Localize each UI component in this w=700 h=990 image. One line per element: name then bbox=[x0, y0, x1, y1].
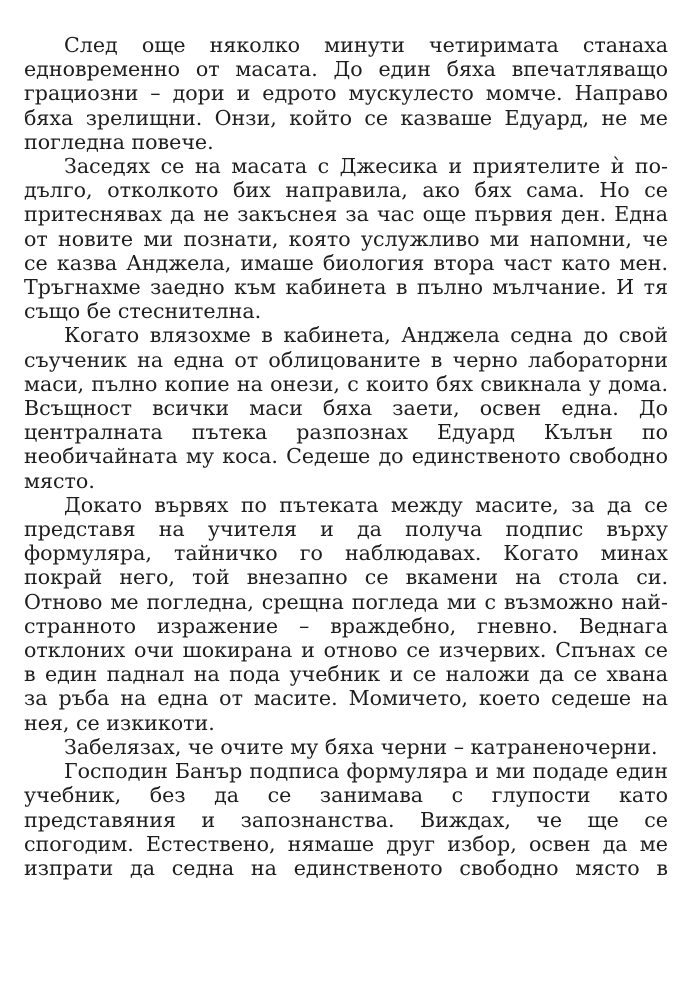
text-line: погледна повече. bbox=[24, 129, 214, 154]
paragraph bbox=[24, 33, 668, 154]
text-line: Когато влязохме в кабинета, Анджела седна до свой bbox=[64, 323, 668, 348]
text-line: от новите ми познати, която услужливо ми напомни, че bbox=[24, 226, 668, 251]
text-line: Господин Банър подписа формуляра и ми подаде един bbox=[64, 759, 668, 784]
paragraph bbox=[24, 323, 668, 493]
text-line: странното изражение – враждебно, гневно. Веднага bbox=[24, 613, 668, 638]
text-line: също бе стеснителна. bbox=[24, 299, 262, 324]
text-line: отклоних очи шокирана и отново се изчервих. Спънах се bbox=[24, 638, 668, 663]
text-line: След още няколко минути четиримата станаха bbox=[64, 33, 668, 57]
paragraph bbox=[24, 154, 668, 324]
text-line: спогодим. Естествено, нямаше друг избор, освен да ме bbox=[24, 831, 668, 856]
text-line: място. bbox=[24, 468, 95, 493]
text-line: изпрати да седна на единственото свободно място в bbox=[24, 855, 668, 880]
text-line: Забелязах, че очите му бяха черни – катраненочерни. bbox=[64, 734, 658, 759]
text-line: съученик на една от облицованите в черно лабораторни bbox=[24, 347, 668, 372]
text-line: формуляра, тайничко го наблюдавах. Когато минах bbox=[24, 541, 668, 566]
text-line: едновременно от масата. До един бяха впечатляващо bbox=[24, 57, 668, 82]
paragraph bbox=[24, 492, 668, 735]
paragraph bbox=[24, 759, 668, 880]
text-line: Всъщност всички маси бяха заети, освен една. До bbox=[24, 396, 668, 421]
text-line: Докато вървях по пътеката между масите, за да се bbox=[64, 492, 668, 517]
text-line: централната пътека разпознах Едуард Кълън по bbox=[24, 420, 668, 445]
text-line: Тръгнахме заедно към кабинета в пълно мълчание. И тя bbox=[24, 275, 668, 300]
book-page bbox=[24, 33, 668, 880]
text-line: се казва Анджела, имаше биология втора част като мен. bbox=[24, 250, 668, 275]
text-line: учебник, без да се занимава с глупости като bbox=[24, 783, 668, 808]
text-line: необичайната му коса. Седеше до единственото свободно bbox=[24, 444, 668, 469]
text-line: маси, пълно копие на онези, с които бях свикнала у дома. bbox=[24, 371, 668, 396]
text-line: бяха зрелищни. Онзи, който се казваше Едуард, не ме bbox=[24, 105, 668, 130]
text-line: представя на учителя и да получа подпис върху bbox=[24, 517, 668, 542]
text-line: за ръба на една от масите. Момичето, което седеше на bbox=[24, 686, 668, 711]
text-line: нея, се изкикоти. bbox=[24, 710, 215, 735]
text-line: притеснявах да не закъснея за час още първия ден. Една bbox=[24, 202, 668, 227]
text-line: грациозни – дори и едрото мускулесто момче. Направо bbox=[24, 81, 668, 106]
text-line: Отново ме погледна, срещна погледа ми с възможно най- bbox=[24, 589, 668, 614]
text-line: представяния и запознанства. Виждах, че ще се bbox=[24, 807, 668, 832]
text-line: дълго, отколкото бих направила, ако бях сама. Но се bbox=[24, 178, 668, 203]
text-line: Заседях се на масата с Джесика и приятелите ѝ по- bbox=[64, 154, 668, 179]
text-line: покрай него, той внезапно се вкамени на стола си. bbox=[24, 565, 668, 590]
paragraph bbox=[60, 735, 668, 759]
text-line: в един паднал на пода учебник и се наложи да се хвана bbox=[24, 662, 668, 687]
